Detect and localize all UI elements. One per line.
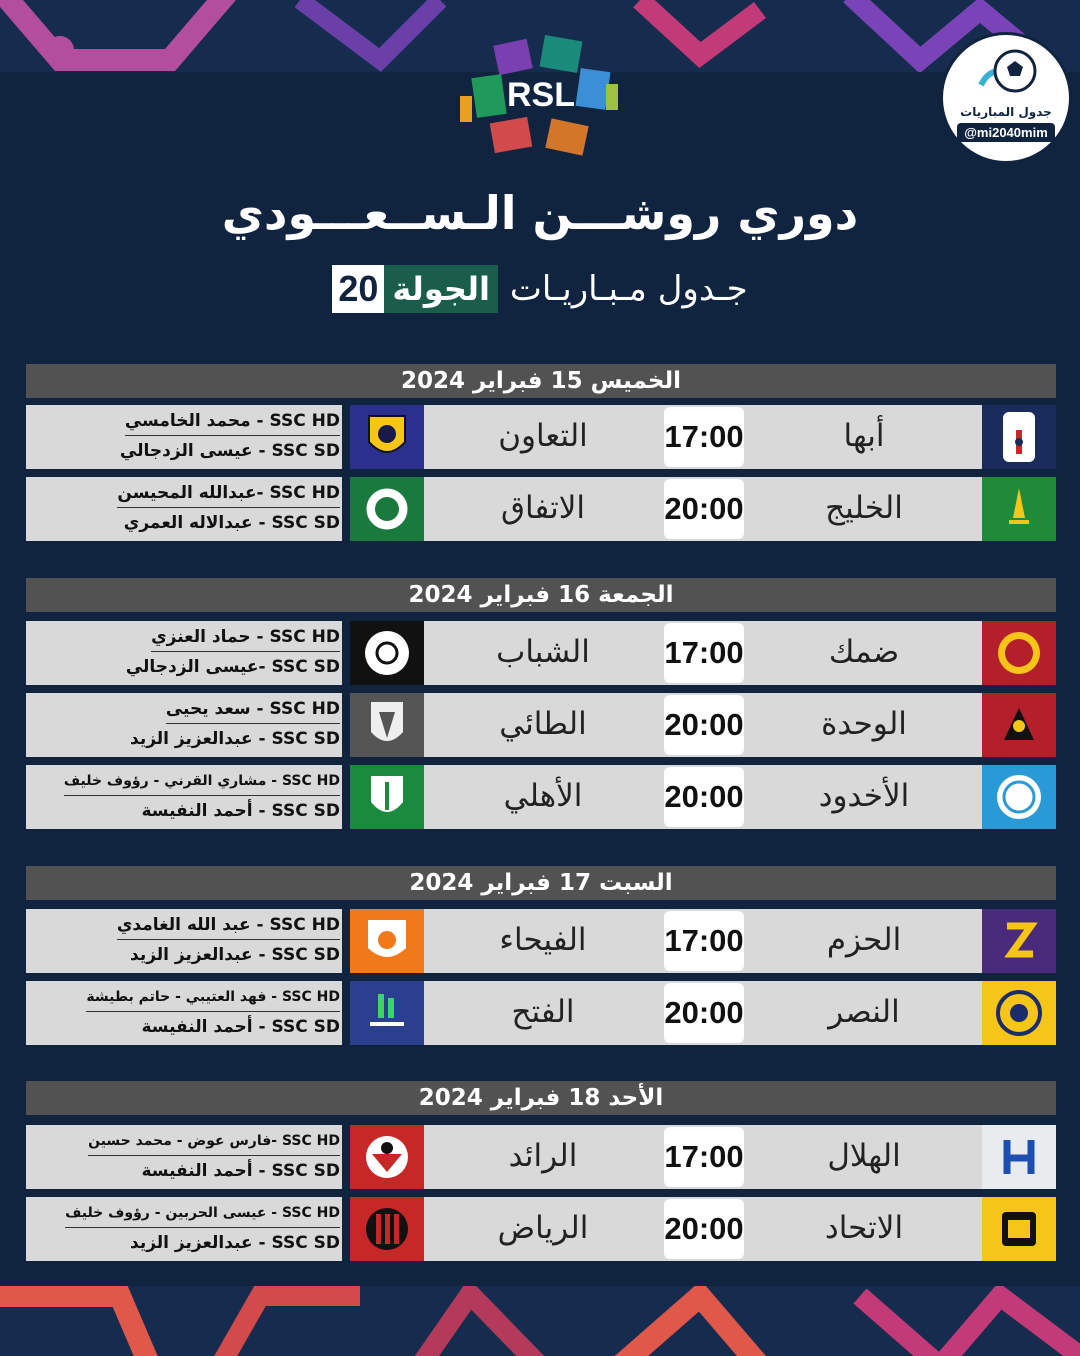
- away-team-logo: [350, 621, 424, 685]
- match-row: [26, 1197, 1056, 1261]
- sd-commentator: SSC SD - عبدالعزيز الزيد: [130, 1233, 340, 1253]
- altaawoun-logo-icon: [365, 412, 409, 462]
- page-title: دوري روشـــن الـســعـــودي: [221, 186, 859, 240]
- hd-commentator: SSC HD -فارس عوض - محمد حسين: [88, 1127, 340, 1156]
- broadcast-info: [26, 1125, 342, 1189]
- home-team-name: الاتحاد: [746, 1197, 982, 1261]
- away-team-name: الاتفاق: [424, 477, 662, 541]
- round-label: الجولة: [384, 265, 498, 313]
- sd-commentator: SSC SD - عبدالعزيز الزيد: [130, 729, 340, 749]
- match-time: 20:00: [664, 1199, 744, 1259]
- match-row: [26, 1125, 1056, 1189]
- away-team-logo: [350, 981, 424, 1045]
- badge-handle: @mi2040mim: [957, 123, 1055, 142]
- damac-logo-icon: [994, 628, 1044, 678]
- broadcast-info: [26, 981, 342, 1045]
- abha-logo-icon: [999, 410, 1039, 464]
- home-team-logo: [982, 477, 1056, 541]
- shabab-logo-icon: [362, 628, 412, 678]
- away-team-name: الطائي: [424, 693, 662, 757]
- match-time: 17:00: [664, 911, 744, 971]
- match-time: 20:00: [664, 983, 744, 1043]
- hd-commentator: SSC HD - عيسى الحربين - رؤوف خليف: [65, 1199, 340, 1228]
- alfateh-logo-icon: [362, 988, 412, 1038]
- hd-commentator: SSC HD - عبد الله الغامدي: [117, 911, 340, 940]
- alwehda-logo-icon: [994, 700, 1044, 750]
- round-number: 20: [332, 265, 384, 313]
- broadcast-info: [26, 405, 342, 469]
- away-team-logo: [350, 1197, 424, 1261]
- away-team-logo: [350, 765, 424, 829]
- day-header: الأحد 18 فبراير 2024: [26, 1081, 1056, 1115]
- alhilal-logo-icon: [997, 1132, 1041, 1182]
- match-time: 17:00: [664, 1127, 744, 1187]
- away-team-logo: [350, 477, 424, 541]
- alhazem-logo-icon: [997, 916, 1041, 966]
- rsl-logo-text: RSL: [507, 76, 575, 114]
- away-team-logo: [350, 405, 424, 469]
- sd-commentator: SSC SD - أحمد النفيسة: [141, 801, 340, 821]
- alakhdoud-logo-icon: [994, 772, 1044, 822]
- alnassr-logo-icon: [994, 988, 1044, 1038]
- hd-commentator: SSC HD - فهد العتيبي - حاتم بطيشة: [86, 983, 340, 1012]
- home-team-name: الخليج: [746, 477, 982, 541]
- away-team-name: الرياض: [424, 1197, 662, 1261]
- match-row: [26, 693, 1056, 757]
- match-time: 17:00: [664, 623, 744, 683]
- rsl-logo: [456, 24, 626, 174]
- match-row: [26, 621, 1056, 685]
- match-row: [26, 405, 1056, 469]
- bottom-decoration: [0, 1286, 1080, 1356]
- altai-logo-icon: [365, 698, 409, 752]
- hd-commentator: SSC HD - حماد العنزي: [151, 623, 340, 652]
- home-team-name: الأخدود: [746, 765, 982, 829]
- day-header: السبت 17 فبراير 2024: [26, 866, 1056, 900]
- broadcast-info: [26, 1197, 342, 1261]
- sd-commentator: SSC SD - عبدالاله العمري: [123, 513, 340, 533]
- hd-commentator: SSC HD - سعد يحيى: [166, 695, 340, 724]
- day-header: الخميس 15 فبراير 2024: [26, 364, 1056, 398]
- broadcast-info: [26, 909, 342, 973]
- alkhaleej-logo-icon: [999, 484, 1039, 534]
- broadcast-info: [26, 693, 342, 757]
- hd-commentator: SSC HD - مشاري القرني - رؤوف خليف: [64, 767, 340, 796]
- away-team-logo: [350, 1125, 424, 1189]
- match-row: [26, 981, 1056, 1045]
- day-header: الجمعة 16 فبراير 2024: [26, 578, 1056, 612]
- away-team-name: الشباب: [424, 621, 662, 685]
- match-time: 20:00: [664, 695, 744, 755]
- bottom-pattern-icon: [0, 1286, 1080, 1356]
- home-team-logo: [982, 621, 1056, 685]
- match-time: 20:00: [664, 479, 744, 539]
- home-team-logo: [982, 693, 1056, 757]
- sd-commentator: SSC SD - أحمد النفيسة: [141, 1017, 340, 1037]
- round-box: [332, 265, 498, 313]
- away-team-logo: [350, 693, 424, 757]
- broadcast-info: [26, 765, 342, 829]
- sd-commentator: SSC SD - عبدالعزيز الزيد: [130, 945, 340, 965]
- home-team-name: أبها: [746, 405, 982, 469]
- away-team-name: الرائد: [424, 1125, 662, 1189]
- away-team-name: الفتح: [424, 981, 662, 1045]
- match-time: 20:00: [664, 767, 744, 827]
- home-team-logo: [982, 909, 1056, 973]
- match-row: [26, 765, 1056, 829]
- home-team-logo: [982, 1125, 1056, 1189]
- sd-commentator: SSC SD - عيسى الزدجالي: [119, 441, 340, 461]
- match-row: [26, 477, 1056, 541]
- away-team-logo: [350, 909, 424, 973]
- home-team-logo: [982, 765, 1056, 829]
- ettifaq-logo-icon: [362, 484, 412, 534]
- alfayha-logo-icon: [362, 914, 412, 968]
- home-team-logo: [982, 1197, 1056, 1261]
- home-team-name: ضمك: [746, 621, 982, 685]
- badge-label: جدول المباريات: [960, 105, 1052, 119]
- subtitle: جـدول مـبـاريـات: [509, 269, 748, 309]
- hd-commentator: SSC HD -عبدالله المحيسن: [117, 479, 340, 508]
- home-team-logo: [982, 981, 1056, 1045]
- ittihad-logo-icon: [994, 1204, 1044, 1254]
- away-team-name: الفيحاء: [424, 909, 662, 973]
- sd-commentator: SSC SD - أحمد النفيسة: [141, 1161, 340, 1181]
- match-row: [26, 909, 1056, 973]
- home-team-name: النصر: [746, 981, 982, 1045]
- subtitle-row: [0, 264, 1080, 314]
- broadcast-info: [26, 477, 342, 541]
- home-team-logo: [982, 405, 1056, 469]
- hd-commentator: SSC HD - محمد الخامسي: [125, 407, 340, 436]
- home-team-name: الهلال: [746, 1125, 982, 1189]
- away-team-name: التعاون: [424, 405, 662, 469]
- home-team-name: الحزم: [746, 909, 982, 973]
- channel-badge: [940, 32, 1072, 164]
- sd-commentator: SSC SD -عيسى الزدجالي: [125, 657, 340, 677]
- home-team-name: الوحدة: [746, 693, 982, 757]
- alriyadh-logo-icon: [362, 1204, 412, 1254]
- broadcast-info: [26, 621, 342, 685]
- match-time: 17:00: [664, 407, 744, 467]
- away-team-name: الأهلي: [424, 765, 662, 829]
- alraed-logo-icon: [362, 1132, 412, 1182]
- alahli-logo-icon: [365, 770, 409, 824]
- football-icon: [977, 45, 1037, 101]
